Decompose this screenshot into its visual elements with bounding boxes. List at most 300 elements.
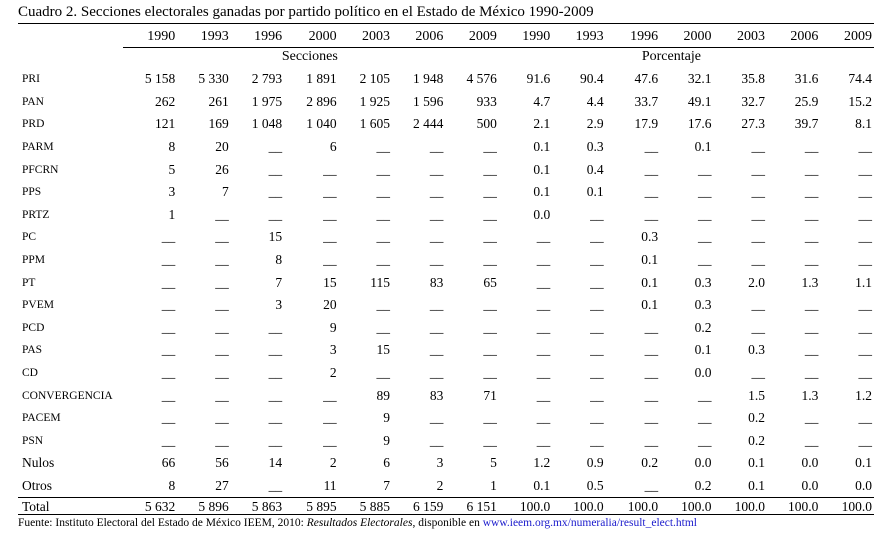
table-row	[18, 91, 874, 114]
secciones-cell: 89	[376, 387, 390, 403]
year-header: 2006	[415, 29, 444, 44]
source-title: Resultados Electorales	[306, 517, 413, 529]
porcentaje-cell: __	[536, 387, 551, 403]
source-prefix: Fuente: Instituto Electoral del Estado de México IEEM, 2010:	[18, 517, 307, 529]
porcentaje-cell: __	[858, 319, 872, 335]
porcentaje-cell: 0.1	[533, 161, 551, 177]
year-header: 1990	[147, 29, 176, 44]
porcentaje-cell: __	[698, 229, 712, 245]
secciones-cell: 5	[490, 455, 497, 471]
porcentaje-cell: __	[804, 365, 819, 381]
porcentaje-cell: 100.0	[660, 498, 713, 516]
secciones-cell: 1 040	[306, 116, 337, 132]
secciones-cell: __	[429, 432, 444, 448]
secciones-cell: __	[215, 297, 229, 313]
secciones-cell: 5 330	[198, 71, 229, 87]
secciones-cell: 71	[483, 387, 497, 403]
secciones-cell: __	[376, 184, 390, 200]
table-row	[18, 113, 874, 136]
secciones-cell: __	[268, 477, 283, 493]
secciones-cell: __	[215, 252, 229, 268]
porcentaje-cell: 47.6	[634, 71, 659, 87]
porcentaje-cell: __	[804, 229, 819, 245]
secciones-cell: __	[268, 387, 283, 403]
secciones-cell: 6 159	[392, 498, 445, 516]
secciones-cell: 4 576	[466, 71, 497, 87]
table-row	[18, 271, 874, 294]
secciones-cell: __	[483, 229, 497, 245]
year-header: 1996	[630, 29, 659, 44]
year-header: 2009	[468, 29, 497, 44]
year-header: 1993	[200, 29, 229, 44]
secciones-cell: 2 896	[306, 93, 337, 109]
party-label: PACEM	[22, 412, 61, 425]
porcentaje-cell: 1.1	[855, 274, 872, 290]
secciones-cell: __	[483, 432, 497, 448]
porcentaje-cell: 0.1	[748, 477, 765, 493]
group-header-row	[18, 48, 874, 66]
porcentaje-cell: __	[751, 297, 765, 313]
secciones-cell: __	[376, 139, 390, 155]
source-note	[18, 517, 697, 529]
party-label: PAN	[22, 95, 44, 108]
porcentaje-cell: 0.3	[641, 229, 659, 245]
porcentaje-cell: 100.0	[820, 498, 874, 516]
porcentaje-cell: __	[644, 161, 659, 177]
porcentaje-cell: 0.2	[641, 455, 659, 471]
porcentaje-cell: 0.0	[801, 477, 819, 493]
party-label: PC	[22, 231, 37, 244]
secciones-cell: 5 863	[231, 498, 284, 516]
year-header: 2000	[308, 29, 337, 44]
secciones-cell: 1 925	[359, 93, 390, 109]
porcentaje-cell: 91.6	[526, 71, 551, 87]
porcentaje-cell: 32.1	[687, 71, 712, 87]
secciones-cell: __	[323, 161, 337, 177]
party-label: PFCRN	[22, 163, 59, 176]
porcentaje-cell: 32.7	[741, 93, 765, 109]
porcentaje-cell: __	[644, 139, 659, 155]
secciones-cell: __	[429, 206, 444, 222]
party-label: PRI	[22, 73, 40, 86]
secciones-cell: __	[215, 274, 229, 290]
secciones-cell: 20	[323, 297, 337, 313]
porcentaje-cell: 0.1	[748, 455, 765, 471]
secciones-cell: 83	[429, 274, 444, 290]
porcentaje-cell: 0.0	[533, 206, 551, 222]
table-row	[18, 226, 874, 249]
secciones-cell: 5 158	[144, 71, 176, 87]
electoral-sections-table	[18, 27, 874, 515]
secciones-cell: 66	[161, 455, 176, 471]
secciones-cell: 5 632	[123, 498, 177, 516]
porcentaje-cell: __	[858, 252, 872, 268]
secciones-cell: __	[429, 319, 444, 335]
secciones-cell: 14	[268, 455, 283, 471]
secciones-cell: __	[161, 432, 176, 448]
secciones-cell: __	[268, 342, 283, 358]
secciones-cell: __	[376, 252, 390, 268]
secciones-cell: 262	[155, 93, 176, 109]
secciones-cell: __	[268, 410, 283, 426]
corner-cell	[18, 27, 123, 48]
table-row	[18, 136, 874, 159]
secciones-cell: 2	[436, 477, 444, 493]
porcentaje-cell: __	[590, 319, 604, 335]
year-header: 1996	[254, 29, 283, 44]
party-label: Total	[18, 498, 123, 516]
secciones-cell: __	[483, 319, 497, 335]
porcentaje-cell: 100.0	[714, 498, 767, 516]
secciones-cell: __	[161, 387, 176, 403]
secciones-cell: __	[215, 206, 229, 222]
porcentaje-cell: 4.7	[533, 93, 551, 109]
porcentaje-cell: __	[590, 432, 604, 448]
porcentaje-cell: 0.4	[586, 161, 604, 177]
secciones-cell: __	[215, 365, 229, 381]
table-row	[18, 181, 874, 204]
secciones-cell: 1 948	[413, 71, 444, 87]
porcentaje-cell: __	[536, 410, 551, 426]
porcentaje-cell: 39.7	[794, 116, 819, 132]
secciones-cell: 933	[476, 93, 497, 109]
secciones-cell: __	[376, 161, 390, 177]
secciones-cell: __	[483, 161, 497, 177]
secciones-cell: 6 151	[445, 498, 498, 516]
secciones-cell: 7	[275, 274, 283, 290]
party-label: PVEM	[22, 299, 54, 312]
porcentaje-cell: 0.2	[694, 319, 712, 335]
porcentaje-cell: __	[590, 387, 604, 403]
secciones-cell: __	[161, 252, 176, 268]
secciones-cell: __	[215, 387, 229, 403]
party-label: PT	[22, 276, 36, 289]
secciones-cell: __	[268, 184, 283, 200]
party-label: Otros	[22, 477, 52, 493]
secciones-cell: 169	[208, 116, 229, 132]
party-label: PPS	[22, 186, 42, 199]
secciones-cell: __	[215, 342, 229, 358]
porcentaje-cell: 17.9	[634, 116, 659, 132]
table-row	[18, 475, 874, 498]
secciones-cell: __	[376, 206, 390, 222]
secciones-cell: 1 891	[306, 71, 337, 87]
porcentaje-cell: __	[698, 252, 712, 268]
year-header: 2006	[790, 29, 819, 44]
party-label: Nulos	[22, 455, 55, 471]
secciones-cell: 2 105	[359, 71, 390, 87]
secciones-cell: __	[161, 319, 176, 335]
secciones-cell: __	[429, 229, 444, 245]
secciones-cell: 9	[383, 432, 390, 448]
secciones-cell: __	[429, 161, 444, 177]
porcentaje-cell: 1.2	[855, 387, 872, 403]
porcentaje-cell: __	[536, 319, 551, 335]
porcentaje-cell: 0.0	[694, 455, 712, 471]
porcentaje-cell: 0.0	[801, 455, 819, 471]
porcentaje-cell: __	[644, 387, 659, 403]
secciones-cell: __	[161, 229, 176, 245]
porcentaje-cell: __	[751, 184, 765, 200]
secciones-cell: 83	[429, 387, 444, 403]
porcentaje-cell: 100.0	[606, 498, 660, 516]
secciones-cell: __	[483, 410, 497, 426]
secciones-cell: __	[429, 297, 444, 313]
porcentaje-cell: 0.1	[533, 139, 551, 155]
party-label: CD	[22, 367, 38, 380]
secciones-cell: __	[429, 252, 444, 268]
porcentaje-cell: __	[858, 139, 872, 155]
porcentaje-cell: 0.1	[641, 252, 659, 268]
porcentaje-cell: __	[536, 342, 551, 358]
porcentaje-cell: 1.3	[801, 387, 819, 403]
secciones-cell: 3	[168, 184, 176, 200]
porcentaje-cell: 1.3	[801, 274, 819, 290]
secciones-cell: 3	[436, 455, 444, 471]
secciones-cell: __	[268, 139, 283, 155]
secciones-cell: 1 048	[251, 116, 283, 132]
secciones-cell: 9	[383, 410, 390, 426]
secciones-cell: __	[429, 410, 444, 426]
secciones-cell: 9	[329, 319, 337, 335]
porcentaje-cell: __	[858, 184, 872, 200]
secciones-cell: __	[483, 139, 497, 155]
porcentaje-cell: 0.2	[694, 477, 712, 493]
porcentaje-cell: 0.0	[694, 365, 712, 381]
secciones-cell: 26	[215, 161, 229, 177]
group-header-porcentaje: Porcentaje	[499, 48, 874, 66]
year-header: 2003	[736, 29, 765, 44]
porcentaje-cell: 0.1	[641, 297, 659, 313]
secciones-cell: __	[215, 432, 229, 448]
party-label: CONVERGENCIA	[22, 389, 113, 402]
table-row	[18, 407, 874, 430]
party-label: PCD	[22, 321, 45, 334]
secciones-cell: 2	[329, 455, 337, 471]
porcentaje-cell: __	[804, 139, 819, 155]
porcentaje-cell: 0.1	[533, 477, 551, 493]
porcentaje-cell: __	[644, 184, 659, 200]
porcentaje-cell: 33.7	[634, 93, 659, 109]
secciones-cell: 6	[383, 455, 390, 471]
table-caption: Cuadro 2. Secciones electorales ganadas por partido político en el Estado de México 1990-2009	[18, 4, 594, 20]
group-header-secciones: Secciones	[123, 48, 499, 66]
table-row	[18, 317, 874, 340]
secciones-cell: 8	[168, 139, 176, 155]
source-link[interactable]: www.ieem.org.mx/numeralia/result_elect.html	[482, 517, 698, 529]
porcentaje-cell: __	[858, 342, 872, 358]
porcentaje-cell: __	[858, 229, 872, 245]
porcentaje-cell: __	[804, 432, 819, 448]
porcentaje-cell: 0.1	[694, 139, 712, 155]
secciones-cell: __	[268, 319, 283, 335]
secciones-cell: 7	[383, 477, 390, 493]
porcentaje-cell: __	[858, 432, 872, 448]
secciones-cell: __	[161, 274, 176, 290]
table-row	[18, 158, 874, 181]
porcentaje-cell: __	[644, 206, 659, 222]
secciones-cell: 20	[215, 139, 229, 155]
porcentaje-cell: 100.0	[499, 498, 552, 516]
table-row	[18, 339, 874, 362]
porcentaje-cell: __	[804, 184, 819, 200]
porcentaje-cell: 90.4	[580, 71, 604, 87]
secciones-cell: 1 596	[413, 93, 444, 109]
porcentaje-cell: 100.0	[767, 498, 820, 516]
year-header: 2003	[361, 29, 390, 44]
secciones-cell: 65	[483, 274, 497, 290]
secciones-cell: __	[215, 319, 229, 335]
secciones-cell: __	[483, 297, 497, 313]
porcentaje-cell: __	[804, 206, 819, 222]
secciones-cell: 27	[215, 477, 229, 493]
porcentaje-cell: __	[590, 206, 604, 222]
secciones-cell: __	[323, 252, 337, 268]
porcentaje-cell: __	[751, 319, 765, 335]
porcentaje-cell: __	[698, 432, 712, 448]
porcentaje-cell: 1.2	[533, 455, 551, 471]
porcentaje-cell: __	[751, 252, 765, 268]
secciones-cell: __	[268, 206, 283, 222]
porcentaje-cell: 2.0	[748, 274, 765, 290]
porcentaje-cell: __	[858, 410, 872, 426]
secciones-cell: 8	[168, 477, 176, 493]
party-label: PSN	[22, 434, 44, 447]
porcentaje-cell: 0.1	[533, 184, 551, 200]
secciones-cell: 15	[376, 342, 390, 358]
secciones-cell: __	[483, 184, 497, 200]
year-header-row	[18, 27, 874, 48]
secciones-cell: 5 895	[284, 498, 338, 516]
secciones-cell: __	[268, 161, 283, 177]
porcentaje-cell: __	[698, 184, 712, 200]
secciones-cell: 121	[155, 116, 176, 132]
porcentaje-cell: 49.1	[687, 93, 712, 109]
table-row	[18, 430, 874, 453]
porcentaje-cell: 0.9	[586, 455, 604, 471]
party-label: PAS	[22, 344, 43, 357]
secciones-cell: 2 444	[413, 116, 444, 132]
secciones-cell: __	[323, 184, 337, 200]
secciones-cell: __	[268, 365, 283, 381]
secciones-cell: __	[376, 297, 390, 313]
source-middle: , disponible en	[412, 517, 483, 529]
party-label: PRTZ	[22, 208, 50, 221]
secciones-cell: __	[161, 410, 176, 426]
porcentaje-cell: 15.2	[848, 93, 872, 109]
party-label: PRD	[22, 118, 45, 131]
secciones-cell: __	[429, 139, 444, 155]
porcentaje-cell: __	[590, 229, 604, 245]
secciones-cell: 7	[221, 184, 229, 200]
porcentaje-cell: __	[536, 297, 551, 313]
secciones-cell: __	[215, 229, 229, 245]
secciones-cell: 5 896	[177, 498, 230, 516]
porcentaje-cell: __	[590, 274, 604, 290]
year-header: 2009	[844, 29, 872, 44]
secciones-cell: __	[376, 365, 390, 381]
table-body	[18, 65, 874, 515]
porcentaje-cell: __	[536, 365, 551, 381]
porcentaje-cell: 2.1	[533, 116, 551, 132]
porcentaje-cell: __	[536, 432, 551, 448]
porcentaje-cell: __	[751, 365, 765, 381]
table-row	[18, 65, 874, 91]
secciones-cell: __	[323, 229, 337, 245]
porcentaje-cell: __	[804, 342, 819, 358]
table-row	[18, 384, 874, 407]
porcentaje-cell: __	[751, 161, 765, 177]
secciones-cell: __	[323, 410, 337, 426]
porcentaje-cell: 25.9	[794, 93, 819, 109]
table-row	[18, 452, 874, 475]
party-label: PPM	[22, 254, 46, 267]
porcentaje-cell: __	[751, 229, 765, 245]
secciones-cell: 500	[476, 116, 497, 132]
secciones-cell: __	[483, 365, 497, 381]
secciones-cell: 261	[208, 93, 229, 109]
porcentaje-cell: __	[698, 161, 712, 177]
secciones-cell: __	[483, 252, 497, 268]
secciones-cell: __	[483, 206, 497, 222]
secciones-cell: __	[323, 432, 337, 448]
porcentaje-cell: 4.4	[586, 93, 604, 109]
secciones-cell: 1	[168, 206, 176, 222]
secciones-cell: 15	[323, 274, 337, 290]
porcentaje-cell: __	[590, 252, 604, 268]
secciones-cell: 3	[275, 297, 283, 313]
porcentaje-cell: __	[698, 410, 712, 426]
table-row	[18, 249, 874, 272]
porcentaje-cell: 31.6	[794, 71, 819, 87]
year-header: 1990	[522, 29, 551, 44]
porcentaje-cell: __	[536, 274, 551, 290]
porcentaje-cell: 0.3	[748, 342, 765, 358]
table-row	[18, 294, 874, 317]
secciones-cell: __	[429, 342, 444, 358]
secciones-cell: 15	[268, 229, 283, 245]
porcentaje-cell: 0.1	[855, 455, 872, 471]
porcentaje-cell: __	[644, 477, 659, 493]
year-header: 1993	[575, 29, 604, 44]
secciones-cell: 1 605	[359, 116, 390, 132]
year-header: 2000	[683, 29, 712, 44]
porcentaje-cell: 27.3	[741, 116, 765, 132]
porcentaje-cell: 1.5	[748, 387, 765, 403]
porcentaje-cell: 0.3	[694, 274, 712, 290]
top-rule	[18, 23, 874, 24]
table-row	[18, 362, 874, 385]
porcentaje-cell: 0.3	[586, 139, 604, 155]
porcentaje-cell: __	[858, 206, 872, 222]
porcentaje-cell: __	[536, 229, 551, 245]
secciones-cell: 8	[275, 252, 283, 268]
porcentaje-cell: __	[751, 206, 765, 222]
secciones-cell: __	[429, 184, 444, 200]
porcentaje-cell: 17.6	[687, 116, 712, 132]
porcentaje-cell: __	[698, 387, 712, 403]
porcentaje-cell: __	[858, 297, 872, 313]
porcentaje-cell: __	[698, 206, 712, 222]
porcentaje-cell: __	[590, 410, 604, 426]
secciones-cell: __	[161, 297, 176, 313]
secciones-cell: 1	[490, 477, 497, 493]
secciones-cell: 3	[329, 342, 337, 358]
porcentaje-cell: __	[644, 365, 659, 381]
secciones-cell: 2	[329, 365, 337, 381]
secciones-cell: __	[268, 432, 283, 448]
porcentaje-cell: 2.9	[586, 116, 604, 132]
